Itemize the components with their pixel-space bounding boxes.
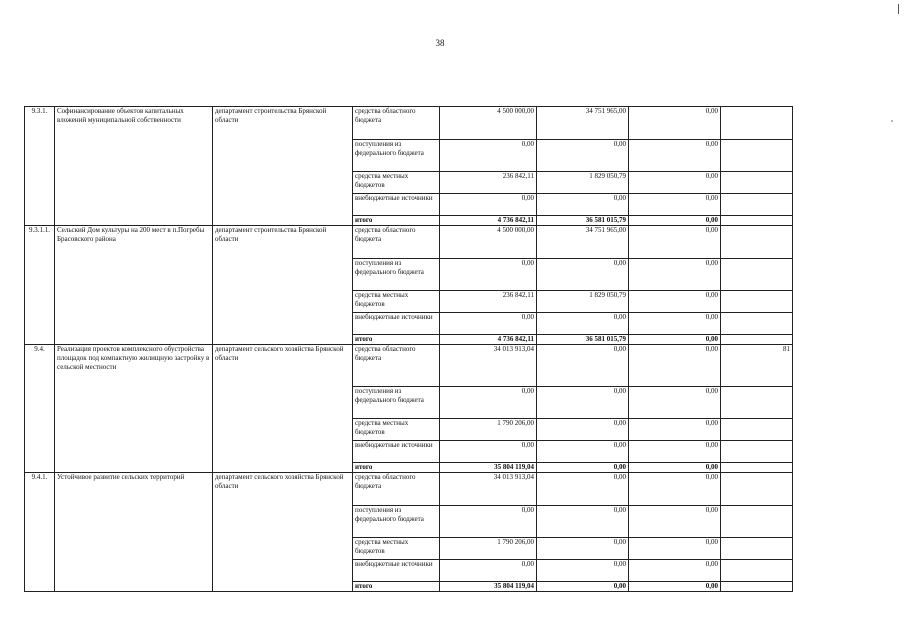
item-executor: департамент строительства Брянской области <box>213 226 353 345</box>
amount-col-4 <box>721 172 793 194</box>
funding-source-label: поступления из федерального бюджета <box>353 259 440 291</box>
amount-col-4 <box>721 313 793 335</box>
amount-col-3: 0,00 <box>629 107 721 140</box>
amount-col-1: 1 790 206,00 <box>440 538 537 560</box>
amount-col-3: 0,00 <box>629 335 721 345</box>
amount-col-4 <box>721 387 793 419</box>
amount-col-4 <box>721 194 793 216</box>
amount-col-1: 4 736 842,11 <box>440 216 537 226</box>
amount-col-2: 1 829 050,79 <box>537 291 629 313</box>
budget-table <box>24 106 793 592</box>
funding-source-label: внебюджетные источники <box>353 560 440 582</box>
amount-col-3: 0,00 <box>629 313 721 335</box>
page-number: 38 <box>435 38 445 48</box>
amount-col-4 <box>721 335 793 345</box>
amount-col-4 <box>721 582 793 592</box>
amount-col-4 <box>721 506 793 538</box>
amount-col-3: 0,00 <box>629 387 721 419</box>
funding-source-label: итого <box>353 335 440 345</box>
amount-col-1: 0,00 <box>440 441 537 463</box>
item-code: 9.4.1. <box>25 473 55 592</box>
amount-col-4 <box>721 463 793 473</box>
amount-col-4 <box>721 291 793 313</box>
amount-col-4 <box>721 216 793 226</box>
table-row <box>25 226 793 259</box>
amount-col-3: 0,00 <box>629 463 721 473</box>
scan-edge-mark <box>898 4 899 14</box>
amount-col-3: 0,00 <box>629 345 721 387</box>
amount-col-1: 0,00 <box>440 259 537 291</box>
amount-col-3: 0,00 <box>629 419 721 441</box>
amount-col-2: 0,00 <box>537 560 629 582</box>
funding-source-label: средства областного бюджета <box>353 226 440 259</box>
amount-col-1: 35 804 119,04 <box>440 582 537 592</box>
amount-col-2: 0,00 <box>537 387 629 419</box>
table-row <box>25 107 793 140</box>
amount-col-3: 0,00 <box>629 582 721 592</box>
amount-col-1: 236 842,11 <box>440 291 537 313</box>
item-executor: департамент строительства Брянской области <box>213 107 353 226</box>
table-row <box>25 345 793 387</box>
amount-col-2: 0,00 <box>537 473 629 506</box>
funding-source-label: итого <box>353 216 440 226</box>
amount-col-3: 0,00 <box>629 538 721 560</box>
funding-source-label: итого <box>353 463 440 473</box>
amount-col-2: 0,00 <box>537 538 629 560</box>
funding-source-label: внебюджетные источники <box>353 313 440 335</box>
scan-speck <box>891 120 893 122</box>
amount-col-1: 0,00 <box>440 140 537 172</box>
item-name: Сельский Дом культуры на 200 мест в п.Погребы Брасовского района <box>55 226 213 345</box>
funding-source-label: средства местных бюджетов <box>353 419 440 441</box>
item-code: 9.3.1.1. <box>25 226 55 345</box>
amount-col-1: 0,00 <box>440 313 537 335</box>
funding-source-label: средства областного бюджета <box>353 473 440 506</box>
funding-source-label: поступления из федерального бюджета <box>353 387 440 419</box>
amount-col-2: 34 751 965,00 <box>537 226 629 259</box>
amount-col-2: 36 581 015,79 <box>537 335 629 345</box>
amount-col-1: 1 790 206,00 <box>440 419 537 441</box>
amount-col-4 <box>721 441 793 463</box>
amount-col-3: 0,00 <box>629 140 721 172</box>
amount-col-1: 34 013 913,04 <box>440 473 537 506</box>
amount-col-1: 4 736 842,11 <box>440 335 537 345</box>
amount-col-2: 36 581 015,79 <box>537 216 629 226</box>
amount-col-3: 0,00 <box>629 506 721 538</box>
funding-source-label: поступления из федерального бюджета <box>353 140 440 172</box>
amount-col-3: 0,00 <box>629 172 721 194</box>
amount-col-4 <box>721 538 793 560</box>
amount-col-2: 1 829 050,79 <box>537 172 629 194</box>
amount-col-2: 0,00 <box>537 441 629 463</box>
item-code: 9.3.1. <box>25 107 55 226</box>
amount-col-1: 0,00 <box>440 194 537 216</box>
amount-col-4 <box>721 107 793 140</box>
amount-col-4 <box>721 419 793 441</box>
item-code: 9.4. <box>25 345 55 473</box>
amount-col-2: 34 751 965,00 <box>537 107 629 140</box>
amount-col-2: 0,00 <box>537 259 629 291</box>
amount-col-1: 0,00 <box>440 560 537 582</box>
amount-col-1: 34 013 913,04 <box>440 345 537 387</box>
amount-col-1: 0,00 <box>440 387 537 419</box>
table-row <box>25 473 793 506</box>
funding-source-label: внебюджетные источники <box>353 194 440 216</box>
funding-source-label: средства местных бюджетов <box>353 291 440 313</box>
amount-col-1: 4 500 000,00 <box>440 107 537 140</box>
amount-col-1: 4 500 000,00 <box>440 226 537 259</box>
amount-col-2: 0,00 <box>537 313 629 335</box>
amount-col-2: 0,00 <box>537 506 629 538</box>
funding-source-label: средства областного бюджета <box>353 345 440 387</box>
amount-col-3: 0,00 <box>629 194 721 216</box>
funding-source-label: средства местных бюджетов <box>353 538 440 560</box>
amount-col-1: 236 842,11 <box>440 172 537 194</box>
amount-col-4 <box>721 473 793 506</box>
amount-col-1: 35 804 119,04 <box>440 463 537 473</box>
item-name: Реализация проектов комплексного обустройства площадок под компактную жилищную застройку в сельской местности <box>55 345 213 473</box>
amount-col-2: 0,00 <box>537 463 629 473</box>
funding-source-label: средства областного бюджета <box>353 107 440 140</box>
amount-col-3: 0,00 <box>629 259 721 291</box>
amount-col-3: 0,00 <box>629 473 721 506</box>
amount-col-3: 0,00 <box>629 216 721 226</box>
funding-source-label: внебюджетные источники <box>353 441 440 463</box>
item-name: Софинансирование объектов капитальных вложений муниципальной собственности <box>55 107 213 226</box>
funding-source-label: итого <box>353 582 440 592</box>
amount-col-2: 0,00 <box>537 345 629 387</box>
funding-source-label: поступления из федерального бюджета <box>353 506 440 538</box>
amount-col-2: 0,00 <box>537 140 629 172</box>
amount-col-3: 0,00 <box>629 291 721 313</box>
amount-col-2: 0,00 <box>537 419 629 441</box>
amount-col-3: 0,00 <box>629 226 721 259</box>
amount-col-4 <box>721 226 793 259</box>
amount-col-2: 0,00 <box>537 582 629 592</box>
amount-col-4 <box>721 560 793 582</box>
funding-source-label: средства местных бюджетов <box>353 172 440 194</box>
amount-col-4 <box>721 259 793 291</box>
amount-col-4 <box>721 140 793 172</box>
amount-col-1: 0,00 <box>440 506 537 538</box>
amount-col-2: 0,00 <box>537 194 629 216</box>
amount-col-4: 81 <box>721 345 793 387</box>
amount-col-3: 0,00 <box>629 560 721 582</box>
item-name: Устойчивое развитие сельских территорий <box>55 473 213 592</box>
amount-col-3: 0,00 <box>629 441 721 463</box>
item-executor: департамент сельского хозяйства Брянской области <box>213 345 353 473</box>
item-executor: департамент сельского хозяйства Брянской области <box>213 473 353 592</box>
